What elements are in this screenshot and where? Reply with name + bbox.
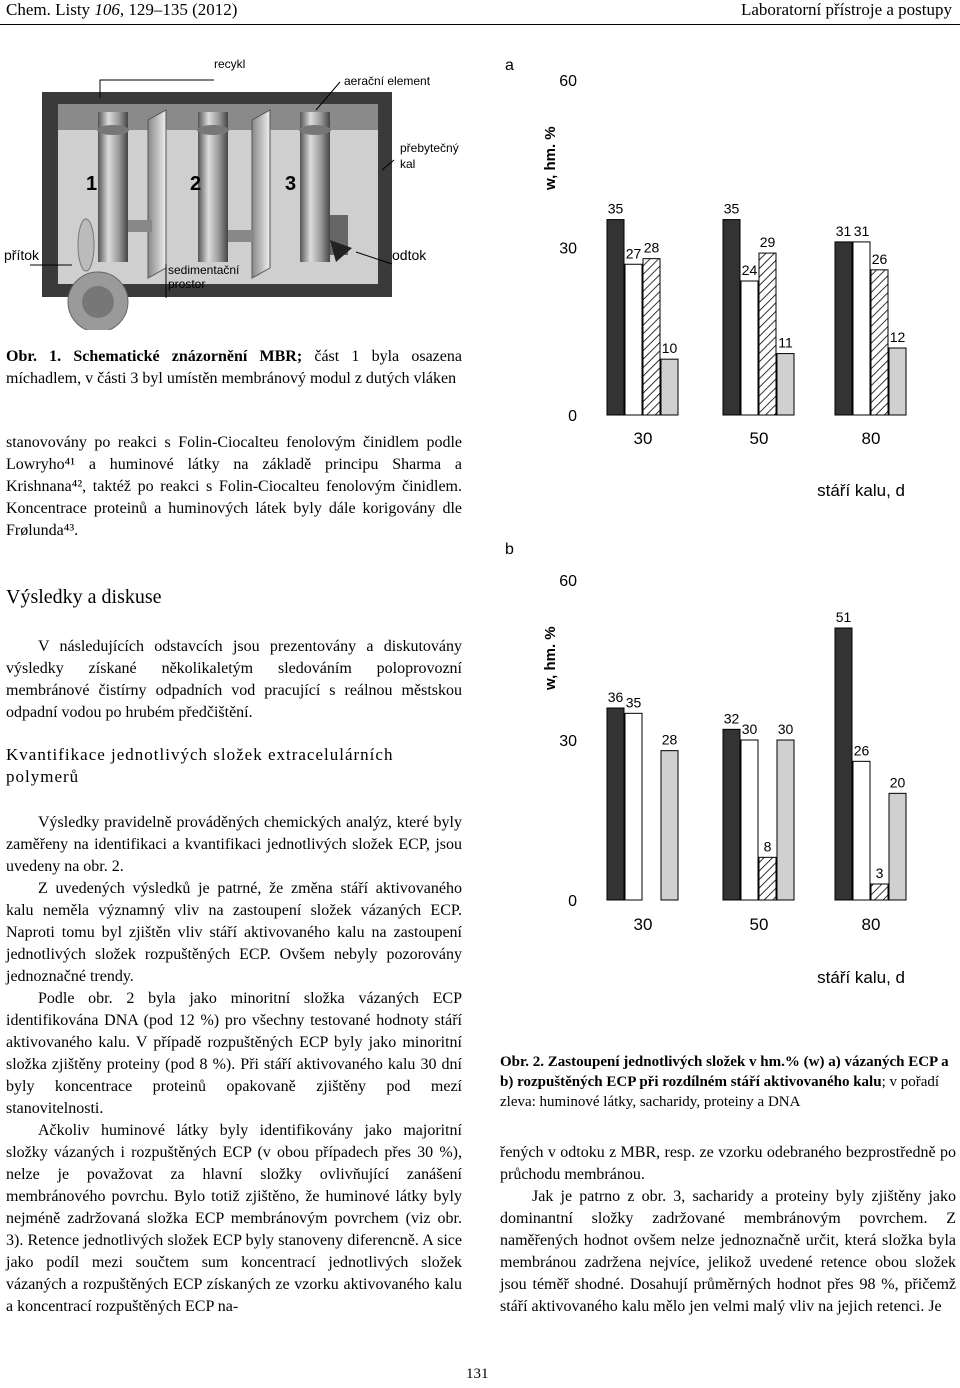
left-paragraph-6: Ačkoliv huminové látky byly identifikovány jako majoritní složky vázaných i rozpuštěných ECP (v obou případech přes 30 %), nelze je považovat za hlavní složky ovlivňující zanášení membránového povrchu. Bylo totiž zjištěno, že huminové látky byly nejméně zadržovaná složka ECP membránovým povrchem (viz obr. 3). Retence jednotlivých složek ECP byly stanoveny diferencně. A sice jako podíl mezi součtem sum koncentrací jednotlivých složek vázaných a rozpuštěných ECP získaných ze vzorku aktivovaného kalu a koncentrací rozpuštěných ECP na- [6,1122,462,1315]
x-tick-label: 50 [749,915,769,934]
bar-data-label: 10 [661,340,678,357]
bar-sacharidy [853,761,870,900]
bar-data-label: 11 [778,334,793,351]
y-tick-label: 30 [559,733,577,750]
bar-data-label: 35 [625,694,642,711]
bar-huminové-látky [607,708,624,900]
bar-proteiny [759,253,776,415]
bar-DNA [889,793,906,900]
figure1-caption: Obr. 1. Schematické znázornění MBR; část 1 byla osazena míchadlem, v části 3 byl umístěn membránový modul z dutých vláken [6,348,462,387]
bar-data-label: 27 [625,245,642,262]
bar-huminové-látky [835,242,852,415]
left-body-text [6,812,462,1318]
label-part-1: 1 [86,173,98,195]
bar-data-label: 28 [643,239,660,256]
left-paragraph-4: Z uvedených výsledků je patrné, že změna stáří aktivovaného kalu neměla významný vliv na zastoupení složek vázaných ECP. Naproti tomu byl zjištěn vliv stáří aktivovaného kalu na zastoupení jednotlivých složek rozpuštěných ECP. Ovšem nebyly pozorovány jednoznačné trendy. [6,880,462,985]
label-sedimentation-1: sedimentační [168,263,240,277]
bar-data-label: 35 [723,200,740,217]
page-number: 131 [466,1366,489,1382]
bar-DNA [777,740,794,900]
x-tick-label: 30 [633,429,653,448]
bar-data-label: 29 [759,234,776,251]
bar-proteiny [871,270,888,415]
left-paragraph-3: Výsledky pravidelně prováděných chemických analýz, které byly zaměřeny na identifikaci a kvantifikaci jednotlivých složek ECP, jsou uvedeny na obr. 2. [6,814,462,875]
bar-sacharidy [625,713,642,900]
bar-data-label: 31 [853,222,870,239]
bar-data-label: 31 [835,222,852,239]
bar-data-label: 20 [889,774,906,791]
mbr-schematic-figure [0,40,470,330]
left-paragraph-1: stanovovány po reakci s Folin-Ciocalteu fenolovým činidlem podle Lowryho⁴¹ a huminové látky na základě principu Sharma a Krishnana⁴², taktéž po reakci s Folin-Ciocalteu fenolovým činidlem. Koncentrace proteinů a huminových látek byly dále korigovány dle Frølunda⁴³. [6,434,462,539]
y-tick-label: 30 [559,240,577,258]
bar-huminové-látky [607,220,624,415]
right-body-text [500,1142,956,1318]
label-recycle: recykl [214,57,246,71]
left-paragraph-2: V následujících odstavcích jsou prezentovány a diskutovány výsledky získané několikaletým sledováním poloprovozní membránové čistírny odpadních vod pracující s reálnou městskou odpadní vodou po hrubém předčištění. [6,638,462,721]
y-tick-label: 60 [559,73,577,90]
label-sedimentation-2: prostor [168,277,206,291]
figure2-caption: Obr. 2. Zastoupení jednotlivých složek v hm.% (w) a) vázaných ECP a b) rozpuštěných ECP při rozdílném stáří aktivovaného kalu; v pořadí zleva: huminové látky, sacharidy, proteiny a DNA [500,1054,949,1110]
panel-letter: b [505,541,514,558]
running-header-section: Laboratorní přístroje a postupy [740,0,952,19]
bar-data-label: 26 [853,742,870,759]
label-sludge: kal [400,157,416,171]
bar-DNA [889,348,906,415]
x-axis-label: stáří kalu, d [817,968,905,987]
label-aeration: aerační element [344,74,431,88]
bar-huminové-látky [835,628,852,900]
label-inflow: přítok [4,247,40,263]
y-tick-label: 0 [568,893,577,910]
bar-data-label: 26 [871,250,888,267]
x-tick-label: 80 [861,429,881,448]
bar-huminové-látky [723,729,740,900]
label-part-3: 3 [285,173,297,195]
bar-proteiny [643,259,660,415]
bar-sacharidy [625,264,642,415]
bar-proteiny [871,884,888,900]
bar-data-label: 32 [723,710,740,727]
y-axis-label: w, hm. % [542,626,559,690]
y-axis-label: w, hm. % [542,126,559,190]
right-paragraph-2: Jak je patrno z obr. 3, sacharidy a proteiny byly zjištěny jako dominantní složky zadržované membránovým povrchem. Z naměřených hodnot ovšem nelze jednoznačně určit, která složka byla membránou zadržena nejvíce, jelikož uvedené retence obou složek jsou téměř shodné. Dosahují průměrných hodnot přes 98 %, přičemž stáří aktivovaného kalu mělo jen velmi malý vliv na jejich retenci. Je [500,1188,956,1315]
bar-huminové-látky [723,220,740,415]
x-tick-label: 80 [861,915,881,934]
label-excess: přebytečný [400,141,459,155]
bar-DNA [777,354,794,415]
partition-2 [252,110,270,278]
bar-DNA [661,359,678,415]
bar-proteiny [759,857,776,900]
bar-DNA [661,751,678,900]
label-part-2: 2 [190,173,202,195]
x-tick-label: 50 [749,429,769,448]
bar-sacharidy [741,281,758,415]
left-paragraph-5: Podle obr. 2 byla jako minoritní složka vázaných ECP identifikována DNA (pod 12 %) pro všechny testované hodnoty stáří aktivovaného kalu. V případě rozpuštěných ECP byly jako minoritní složka zjištěny proteiny (pod 8 %). Při stáří aktivovaného kalu 30 dní byly koncentrace proteinů opakovaně zjištěny pod mezí stanovitelnosti. [6,990,462,1117]
bar-sacharidy [741,740,758,900]
right-paragraph-1: řených v odtoku z MBR, resp. ze vzorku odebraného bezprostředně po průchodu membránou. [500,1144,956,1183]
header-rule [0,24,960,25]
y-tick-label: 60 [559,573,577,590]
bar-data-label: 30 [741,721,758,737]
bar-sacharidy [853,242,870,415]
bar-data-label: 24 [741,262,758,278]
panel-letter: a [505,57,514,74]
bar-data-label: 30 [777,721,794,737]
figure2-charts [495,40,960,1000]
bar-data-label: 3 [875,865,884,881]
partition-1 [148,110,166,278]
bar-data-label: 12 [889,329,906,345]
bar-data-label: 35 [607,200,624,217]
bar-data-label: 36 [607,689,624,705]
y-tick-label: 0 [568,408,577,425]
label-outflow: odtok [392,247,427,263]
x-tick-label: 30 [633,915,653,934]
bar-data-label: 51 [835,609,852,625]
bar-data-label: 28 [661,731,678,748]
section-heading: Výsledky a diskuse [6,586,162,608]
bar-data-label: 8 [763,838,772,855]
running-header-journal: Chem. Listy 106, 129–135 (2012) [6,0,238,19]
x-axis-label: stáří kalu, d [817,481,905,500]
subsection-heading: Kvantifikace jednotlivých složek extracelulárních polymerů [6,745,394,786]
